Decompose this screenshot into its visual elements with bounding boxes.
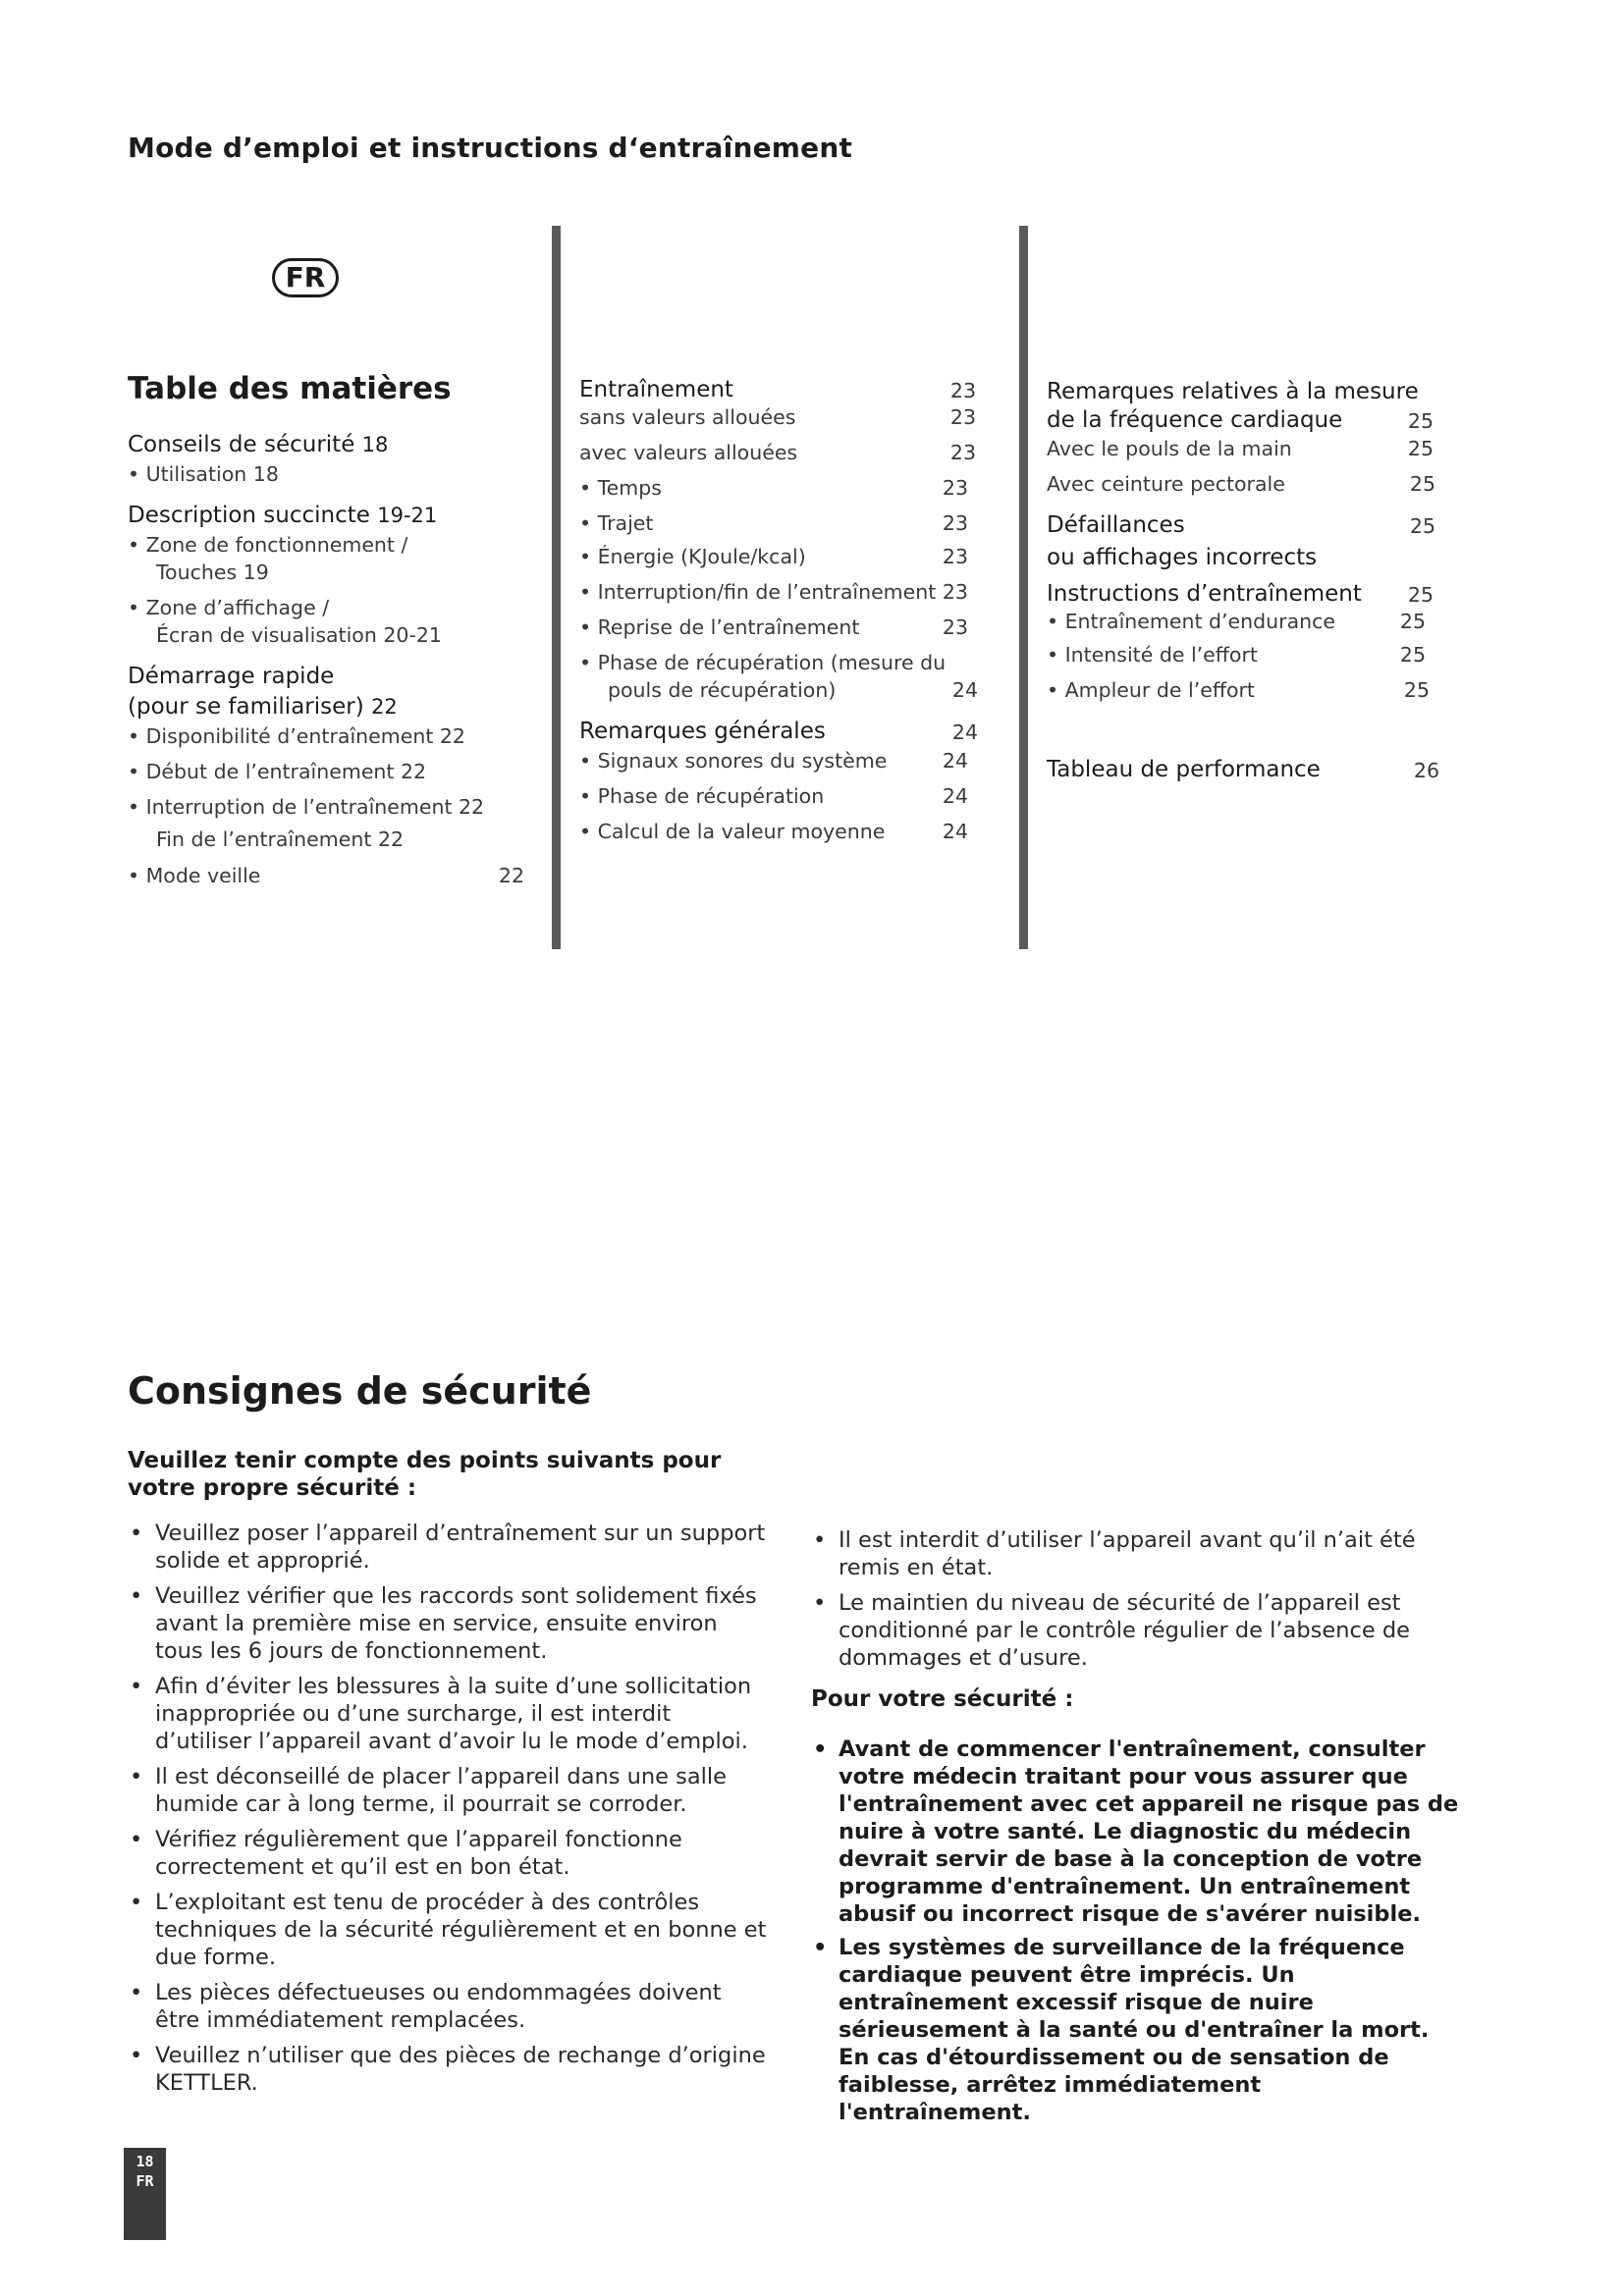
toc-entry[interactable]: • Trajet [579,511,654,535]
column-divider [552,226,561,949]
toc-entry[interactable]: • Signaux sonores du système [579,749,888,773]
list-item: • Afin d’éviter les blessures à la suite d’une sollicitation inappropriée ou d’une surcharge, il est interdit d’utiliser l’appareil avant d’avoir lu le mode d’emploi. [128,1673,768,1755]
toc-page-number: 25 [1407,409,1434,433]
toc-entry[interactable]: Touches 19 [156,561,269,584]
toc-page-number: 23 [942,476,968,500]
toc-page-number: 24 [951,678,978,702]
page-number-tab [124,2148,166,2240]
toc-page-number: 24 [951,721,978,744]
toc-page-number: 25 [1399,643,1426,667]
safety-list-right [811,1526,1439,1680]
list-item: • Veuillez n’utiliser que des pièces de rechange d’origine KETTLER. [128,2042,768,2097]
toc-entry[interactable]: • Ampleur de l’effort [1047,678,1255,702]
toc-page-number: 22 [498,864,524,887]
toc-entry[interactable]: • Zone de fonctionnement / [128,533,408,557]
toc-entry[interactable]: Avec le pouls de la main [1047,437,1292,460]
list-item: • Veuillez poser l’appareil d’entraînement sur un support solide et approprié. [128,1520,768,1575]
column-divider [1019,226,1028,949]
toc-entry[interactable]: • Utilisation 18 [128,462,279,486]
language-badge: FR [272,258,339,297]
toc-section[interactable]: (pour se familiariser) 22 [128,694,398,720]
toc-entry[interactable]: • Zone d’affichage / [128,596,330,619]
list-item: • Il est interdit d’utiliser l’appareil avant qu’il n’ait été remis en état. [811,1526,1439,1581]
toc-section[interactable]: Instructions d’entraînement [1047,581,1362,607]
toc-entry[interactable]: pouls de récupération) [608,678,837,702]
toc-entry[interactable]: Avec ceinture pectorale [1047,472,1285,496]
toc-page-number: 23 [942,545,968,568]
toc-title: Table des matières [128,371,452,406]
toc-entry[interactable]: • Interruption/fin de l’entraînement 23 [579,580,968,604]
toc-section[interactable]: Remarques relatives à la mesure [1047,379,1419,404]
toc-entry[interactable]: • Phase de récupération [579,784,825,808]
toc-page-number: 24 [942,820,968,843]
safety-intro: Veuillez tenir compte des points suivants pour votre propre sécurité : [128,1448,722,1501]
toc-section[interactable]: de la fréquence cardiaque [1047,407,1343,433]
list-item: • Il est déconseillé de placer l’appareil dans une salle humide car à long terme, il pourrait se corroder. [128,1763,768,1818]
toc-entry[interactable]: • Énergie (KJoule/kcal) [579,545,806,568]
page-number: 18 [135,2153,154,2170]
toc-page-number: 23 [949,441,976,464]
toc-entry[interactable]: • Calcul de la valeur moyenne [579,820,886,843]
toc-page-number: 26 [1413,759,1439,782]
for-your-safety-heading: Pour votre sécurité : [811,1686,1074,1712]
safety-warnings-list [811,1735,1459,2132]
toc-section[interactable]: Démarrage rapide [128,664,335,689]
toc-section[interactable]: Conseils de sécurité 18 [128,432,389,457]
toc-section[interactable]: ou affichages incorrects [1047,545,1318,570]
toc-entry[interactable]: sans valeurs allouées [579,405,796,429]
toc-page-number: 25 [1403,678,1430,702]
toc-page-number: 24 [942,784,968,808]
toc-page-number: 23 [942,615,968,639]
list-item: • Les pièces défectueuses ou endommagées doivent être immédiatement remplacées. [128,1979,768,2034]
toc-entry[interactable]: • Mode veille [128,864,261,887]
toc-entry[interactable]: • Début de l’entraînement 22 [128,760,427,783]
page-language: FR [135,2172,154,2190]
toc-page-number: 25 [1399,610,1426,633]
list-item: • Vérifiez régulièrement que l’appareil fonctionne correctement et qu’il est en bon état. [128,1826,768,1881]
list-item: • Le maintien du niveau de sécurité de l’appareil est conditionné par le contrôle régulier de l’absence de dommages et d’usure. [811,1589,1439,1672]
toc-entry[interactable]: • Intensité de l’effort [1047,643,1258,667]
list-item: • Veuillez vérifier que les raccords sont solidement fixés avant la première mise en service, ensuite environ tous les 6 jours de fonctionnement. [128,1582,768,1665]
toc-page-number: 25 [1407,437,1434,460]
safety-list-left [128,1520,768,2105]
toc-section[interactable]: Tableau de performance [1047,757,1321,782]
toc-page-number: 23 [949,405,976,429]
toc-section[interactable]: Remarques générales [579,719,826,744]
toc-page-number: 24 [942,749,968,773]
toc-section[interactable]: Description succincte 19-21 [128,503,438,528]
document-title: Mode d’emploi et instructions d‘entraînement [128,132,853,164]
list-item: • L’exploitant est tenu de procéder à des contrôles techniques de la sécurité régulièrement et en bonne et due forme. [128,1889,768,1971]
toc-section[interactable]: Entraînement [579,377,733,402]
toc-section[interactable]: Défaillances [1047,512,1185,538]
toc-page-number: 25 [1409,472,1435,496]
warning-item: • Avant de commencer l'entraînement, consulter votre médecin traitant pour vous assurer que l'entraînement avec cet appareil ne risque pas de nuire à votre santé. Le diagnostic du médecin devrait servir de base à la conception de votre programme d'entraînement. Un entraînement abusif ou incorrect risque de s'avérer nuisible. [811,1735,1459,1928]
toc-page-number: 25 [1409,514,1435,538]
toc-entry[interactable]: • Phase de récupération (mesure du [579,651,947,674]
toc-entry[interactable]: Écran de visualisation 20-21 [156,623,442,647]
toc-entry[interactable]: • Disponibilité d’entraînement 22 [128,724,465,748]
toc-entry[interactable]: • Reprise de l’entraînement [579,615,860,639]
toc-page-number: 23 [949,379,976,402]
toc-entry[interactable]: avec valeurs allouées [579,441,798,464]
toc-entry[interactable]: • Interruption de l’entraînement 22 [128,795,485,819]
warning-item: • Les systèmes de surveillance de la fréquence cardiaque peuvent être imprécis. Un entraînement excessif risque de nuire sérieusement à la santé ou d'entraîner la mort. En cas d'étourdissement ou de sensation de faiblesse, arrêtez immédiatement l'entraînement. [811,1934,1459,2126]
toc-page-number: 23 [942,511,968,535]
toc-entry[interactable]: • Temps [579,476,662,500]
toc-page-number: 25 [1407,583,1434,607]
toc-entry[interactable]: Fin de l’entraînement 22 [156,828,405,851]
toc-entry[interactable]: • Entraînement d’endurance [1047,610,1336,633]
safety-title: Consignes de sécurité [128,1369,592,1413]
